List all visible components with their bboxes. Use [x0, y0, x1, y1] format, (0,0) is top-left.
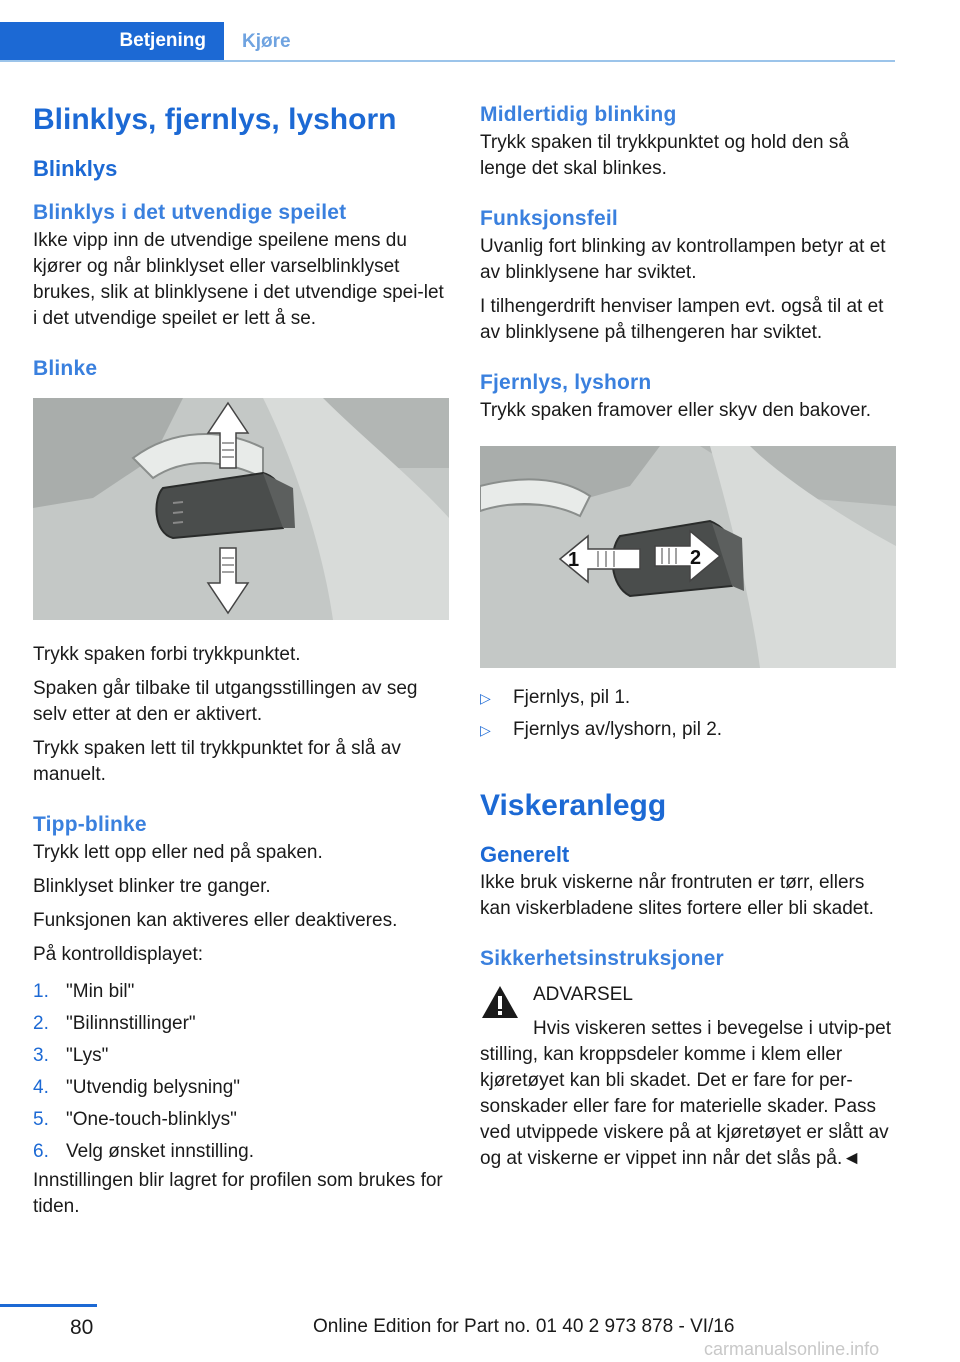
paragraph-final: Innstillingen blir lagret for profilen som brukes for tiden.	[33, 1170, 443, 1217]
footer-bar	[0, 1304, 97, 1307]
watermark: carmanualsonline.info	[704, 1339, 880, 1359]
heading-fjernlys: Fjernlys, lyshorn	[480, 371, 652, 394]
section-title-viskeranlegg: Viskeranlegg	[480, 789, 667, 822]
list-item	[480, 682, 896, 714]
paragraph-tipp-4: På kontrolldisplayet:	[33, 944, 204, 965]
warning-text: Hvis viskeren settes i bevegelse i utvip-pet stilling, kan kroppsdeler komme i klem eller kjøretøyet kan bli skadet. Det er fare for per-sonskader eller fare for materielle skader. Pass ved utvippede viskere på at kjøretøyet er slått av og at viskerne er vippet inn når det slås på.◄	[480, 1018, 891, 1169]
step-text: "Bilinnstillinger"	[66, 1013, 196, 1034]
triangle-bullet-icon: ▷	[480, 690, 491, 706]
edition-text: Online Edition for Part no. 01 40 2 973 878 - VI/16	[313, 1316, 735, 1337]
paragraph-fjernlys: Trykk spaken framover eller skyv den bakover.	[480, 400, 872, 421]
highbeam-list	[480, 682, 896, 746]
bullet-text: Fjernlys, pil 1.	[513, 687, 631, 708]
arrow-label-2: 2	[690, 547, 702, 569]
paragraph-tipp-1: Trykk lett opp eller ned på spaken.	[33, 842, 323, 863]
chapter-tabs	[0, 24, 895, 62]
paragraph-blinke-3: Trykk spaken lett til trykkpunktet for å slå av manuelt.	[33, 738, 401, 785]
paragraph-speilet: Ikke vipp inn de utvendige speilene mens du kjører og når blinklyset eller varselblinklyset brukes, slik at blinklysene i det utvendige spei-let i det utvendige speilet er lett å se.	[33, 230, 444, 329]
page-title: Blinklys, fjernlys, lyshorn	[33, 103, 397, 136]
warning-triangle-icon	[480, 984, 520, 1020]
step-number: 6.	[33, 1141, 49, 1162]
list-item	[33, 1040, 449, 1072]
step-number: 5.	[33, 1109, 49, 1130]
left-column	[33, 100, 449, 1220]
step-text: "One-touch-blinklys"	[66, 1109, 237, 1130]
heading-sikkerhet: Sikkerhetsinstruksjoner	[480, 947, 724, 970]
step-number: 4.	[33, 1077, 49, 1098]
tab-kjore[interactable]: Kjøre	[242, 31, 291, 52]
step-number: 2.	[33, 1013, 49, 1034]
right-column	[480, 100, 896, 1172]
figure-blinker-lever	[33, 398, 449, 620]
step-number: 1.	[33, 981, 49, 1002]
step-number: 3.	[33, 1045, 49, 1066]
paragraph-funksjonsfeil-1: Uvanlig fort blinking av kontrollampen betyr at et av blinklysene har sviktet.	[480, 236, 886, 283]
steps-list	[33, 976, 449, 1168]
heading-blinklys-speilet: Blinklys i det utvendige speilet	[33, 201, 347, 224]
paragraph-generelt: Ikke bruk viskerne når frontruten er tørr, ellers kan viskerbladene slites fortere eller bli skadet.	[480, 872, 874, 919]
page-number: 80	[70, 1316, 94, 1339]
heading-funksjonsfeil: Funksjonsfeil	[480, 207, 618, 230]
figure-highbeam-lever	[480, 446, 896, 668]
paragraph-tipp-2: Blinklyset blinker tre ganger.	[33, 876, 271, 897]
heading-tipp-blinke: Tipp-blinke	[33, 813, 147, 836]
paragraph-tipp-3: Funksjonen kan aktiveres eller deaktiveres.	[33, 910, 398, 931]
step-text: "Min bil"	[66, 981, 135, 1002]
heading-blinke: Blinke	[33, 357, 98, 380]
heading-blinklys: Blinklys	[33, 156, 118, 181]
bullet-text: Fjernlys av/lyshorn, pil 2.	[513, 719, 723, 740]
paragraph-blinke-2: Spaken går tilbake til utgangsstillingen av seg selv etter at den er aktivert.	[33, 678, 418, 725]
list-item	[480, 714, 896, 746]
arrow-label-1: 1	[568, 549, 580, 571]
warning-block	[480, 982, 896, 1008]
step-text: "Utvendig belysning"	[66, 1077, 241, 1098]
list-item	[33, 1008, 449, 1040]
heading-generelt: Generelt	[480, 842, 570, 867]
list-item	[33, 976, 449, 1008]
warning-title: ADVARSEL	[533, 984, 633, 1005]
paragraph-midlertidig: Trykk spaken til trykkpunktet og hold den så lenge det skal blinkes.	[480, 132, 849, 179]
paragraph-blinke-1: Trykk spaken forbi trykkpunktet.	[33, 644, 301, 665]
step-text: "Lys"	[66, 1045, 109, 1066]
heading-midlertidig: Midlertidig blinking	[480, 103, 677, 126]
step-text: Velg ønsket innstilling.	[66, 1141, 254, 1162]
list-item	[33, 1072, 449, 1104]
paragraph-funksjonsfeil-2: I tilhengerdrift henviser lampen evt. også til at et av blinklysene på tilhengeren har sviktet.	[480, 296, 884, 343]
list-item	[33, 1104, 449, 1136]
triangle-bullet-icon: ▷	[480, 722, 491, 738]
tab-betjening[interactable]: Betjening	[0, 22, 224, 60]
list-item	[33, 1136, 449, 1168]
